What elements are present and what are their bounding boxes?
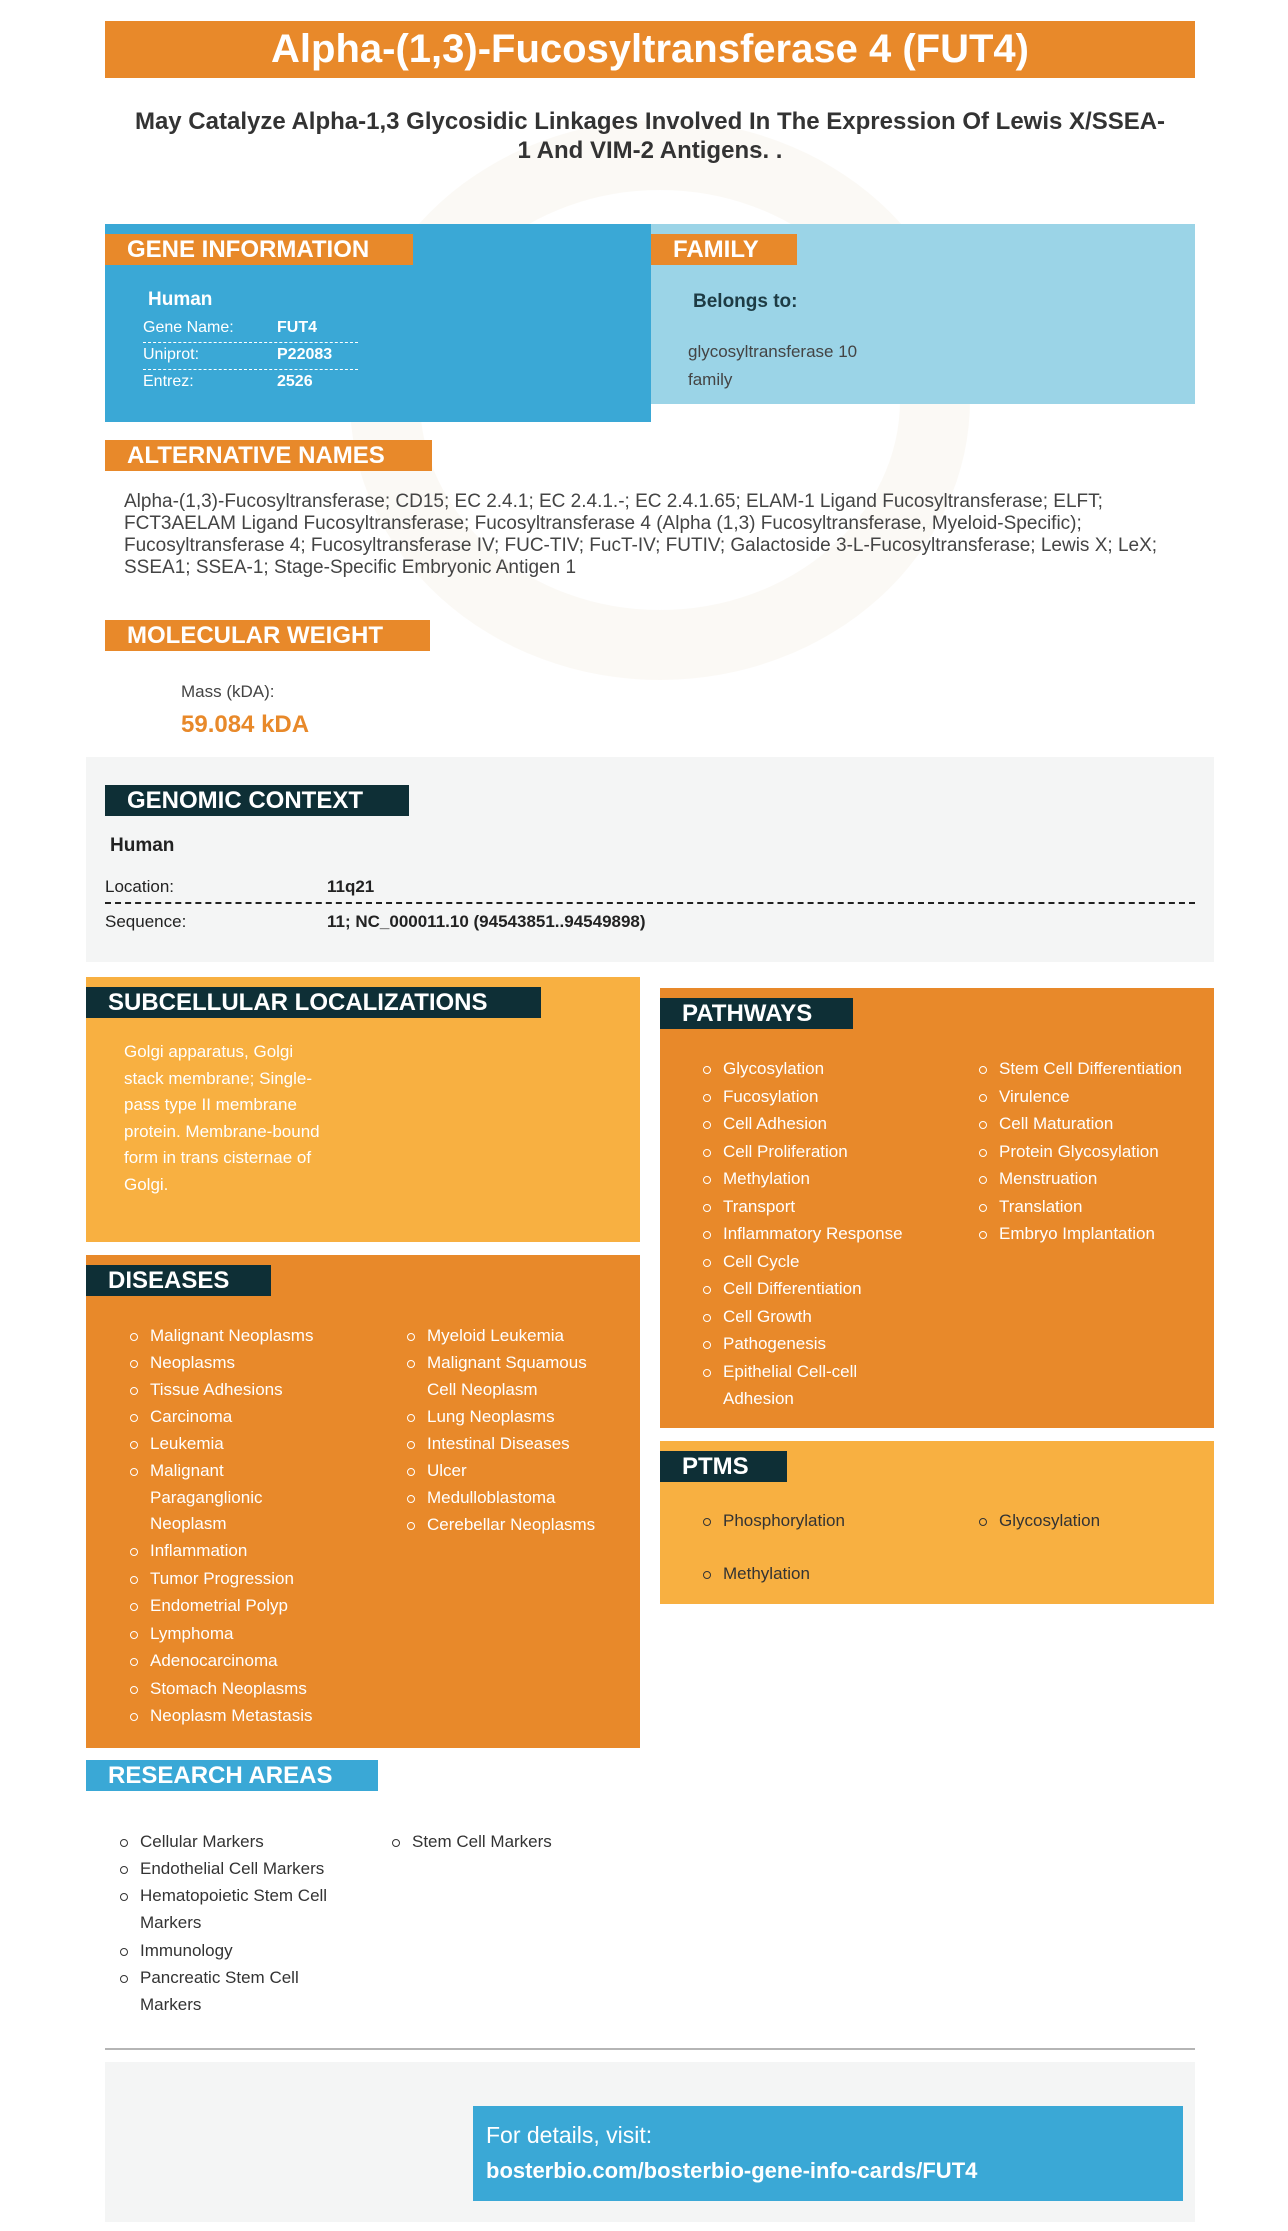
disease-item: Myeloid Leukemia (407, 1323, 564, 1350)
pathway-item: Cell Adhesion (703, 1111, 827, 1138)
disease-item: Cerebellar Neoplasms (407, 1512, 595, 1539)
entrez-label: Entrez: (143, 373, 194, 390)
pathway-item: Glycosylation (703, 1056, 824, 1083)
disease-item: Carcinoma (130, 1404, 232, 1431)
sequence-value: 11; NC_000011.10 (94543851..94549898) (327, 912, 646, 931)
sequence-row (105, 904, 1195, 939)
disease-item: Neoplasms (130, 1350, 235, 1377)
subcellular-text: Golgi apparatus, Golgi stack membrane; Single-pass type II membrane protein. Membrane-bound form in trans cisternae of Golgi. (124, 1042, 320, 1194)
uniprot-row (143, 343, 358, 370)
disease-item: Stomach Neoplasms (130, 1676, 307, 1703)
pathway-item: Stem Cell Differentiation (979, 1056, 1182, 1083)
disease-item: Ulcer (407, 1458, 467, 1485)
pathway-item: Cell Maturation (979, 1111, 1113, 1138)
disease-item: Medulloblastoma (407, 1485, 556, 1512)
genomic-species: Human (110, 835, 175, 856)
ptm-item: Glycosylation (979, 1508, 1100, 1535)
location-value: 11q21 (327, 877, 375, 896)
sequence-label: Sequence: (105, 912, 187, 931)
family-heading: FAMILY (651, 234, 797, 265)
pathway-item: Epithelial Cell-cell Adhesion (703, 1359, 883, 1412)
research-area-item: Stem Cell Markers (392, 1829, 552, 1856)
disease-item: Lymphoma (130, 1621, 233, 1648)
location-label: Location: (105, 877, 174, 896)
molecular-weight-heading: MOLECULAR WEIGHT (105, 620, 430, 651)
uniprot-value: P22083 (277, 346, 333, 363)
gene-name-row (143, 316, 358, 343)
gene-species: Human (148, 289, 213, 310)
alternative-names-heading: ALTERNATIVE NAMES (105, 440, 432, 471)
subcellular-heading: SUBCELLULAR LOCALIZATIONS (86, 987, 541, 1018)
research-area-item: Immunology (120, 1938, 233, 1965)
ptms-heading: PTMS (660, 1451, 787, 1482)
pathway-item: Methylation (703, 1166, 810, 1193)
pathway-item: Inflammatory Response (703, 1221, 903, 1248)
mass-value: 59.084 kDA (181, 711, 310, 738)
disease-item: Malignant Paraganglionic Neoplasm (130, 1458, 280, 1538)
gene-information-heading: GENE INFORMATION (105, 234, 413, 265)
ptm-item: Phosphorylation (703, 1508, 845, 1535)
gene-name-value: FUT4 (277, 319, 317, 336)
research-areas-heading: RESEARCH AREAS (86, 1760, 378, 1791)
disease-item: Malignant Squamous Cell Neoplasm (407, 1350, 607, 1403)
uniprot-label: Uniprot: (143, 346, 200, 363)
research-area-item: Hematopoietic Stem Cell Markers (120, 1883, 350, 1936)
disease-item: Tumor Progression (130, 1566, 294, 1593)
pathways-heading: PATHWAYS (660, 998, 853, 1029)
footer-divider (105, 2048, 1195, 2050)
disease-item: Lung Neoplasms (407, 1404, 555, 1431)
genomic-context-heading: GENOMIC CONTEXT (105, 785, 409, 816)
pathway-item: Fucosylation (703, 1084, 818, 1111)
details-url-link[interactable]: bosterbio.com/bosterbio-gene-info-cards/FUT4 (486, 2158, 978, 2183)
pathway-item: Protein Glycosylation (979, 1139, 1159, 1166)
ptm-item: Methylation (703, 1561, 810, 1588)
pathway-item: Transport (703, 1194, 795, 1221)
disease-item: Endometrial Polyp (130, 1593, 288, 1620)
mass-label: Mass (kDA): (181, 682, 275, 701)
disease-item: Malignant Neoplasms (130, 1323, 313, 1350)
page-subtitle: May Catalyze Alpha-1,3 Glycosidic Linkages Involved In The Expression Of Lewis X/SSEA-1 And VIM-2 Antigens. . (134, 108, 1166, 164)
research-area-item: Pancreatic Stem Cell Markers (120, 1965, 320, 2018)
disease-item: Neoplasm Metastasis (130, 1703, 313, 1730)
entrez-row (143, 370, 358, 397)
location-row (105, 869, 1195, 904)
research-area-item: Cellular Markers (120, 1829, 264, 1856)
details-link-box[interactable] (473, 2106, 1183, 2201)
family-belongs-label: Belongs to: (693, 291, 798, 312)
disease-item: Leukemia (130, 1431, 224, 1458)
disease-item: Tissue Adhesions (130, 1377, 283, 1404)
pathway-item: Cell Proliferation (703, 1139, 848, 1166)
pathway-item: Pathogenesis (703, 1331, 826, 1358)
pathway-item: Embryo Implantation (979, 1221, 1155, 1248)
pathway-item: Cell Differentiation (703, 1276, 862, 1303)
disease-item: Adenocarcinoma (130, 1648, 278, 1675)
research-area-item: Endothelial Cell Markers (120, 1856, 324, 1883)
alternative-names-text: Alpha-(1,3)-Fucosyltransferase; CD15; EC 2.4.1; EC 2.4.1.-; EC 2.4.1.65; ELAM-1 Ligand Fucosyltransferase; ELFT; FCT3AELAM Ligand Fucosyltransferase; Fucosyltransferase 4 (Alpha (1,3) Fucosyltransferase, Myeloid-Specific); Fucosyltransferase 4; Fucosyltransferase IV; FUC-TIV; FucT-IV; FUTIV; Galactoside 3-L-Fucosyltransferase; Lewis X; LeX; SSEA1; SSEA-1; Stage-Specific Embryonic Antigen 1 (124, 491, 1158, 578)
page-title: Alpha-(1,3)-Fucosyltransferase 4 (FUT4) (105, 21, 1195, 78)
details-label: For details, visit: (486, 2122, 653, 2148)
diseases-heading: DISEASES (86, 1265, 271, 1296)
pathway-item: Virulence (979, 1084, 1070, 1111)
pathway-item: Cell Growth (703, 1304, 812, 1331)
entrez-value: 2526 (277, 373, 313, 390)
disease-item: Intestinal Diseases (407, 1431, 570, 1458)
pathway-item: Menstruation (979, 1166, 1097, 1193)
pathway-item: Translation (979, 1194, 1082, 1221)
disease-item: Inflammation (130, 1538, 247, 1565)
family-value: glycosyltransferase 10 family (688, 342, 858, 389)
gene-name-label: Gene Name: (143, 319, 234, 336)
pathway-item: Cell Cycle (703, 1249, 800, 1276)
